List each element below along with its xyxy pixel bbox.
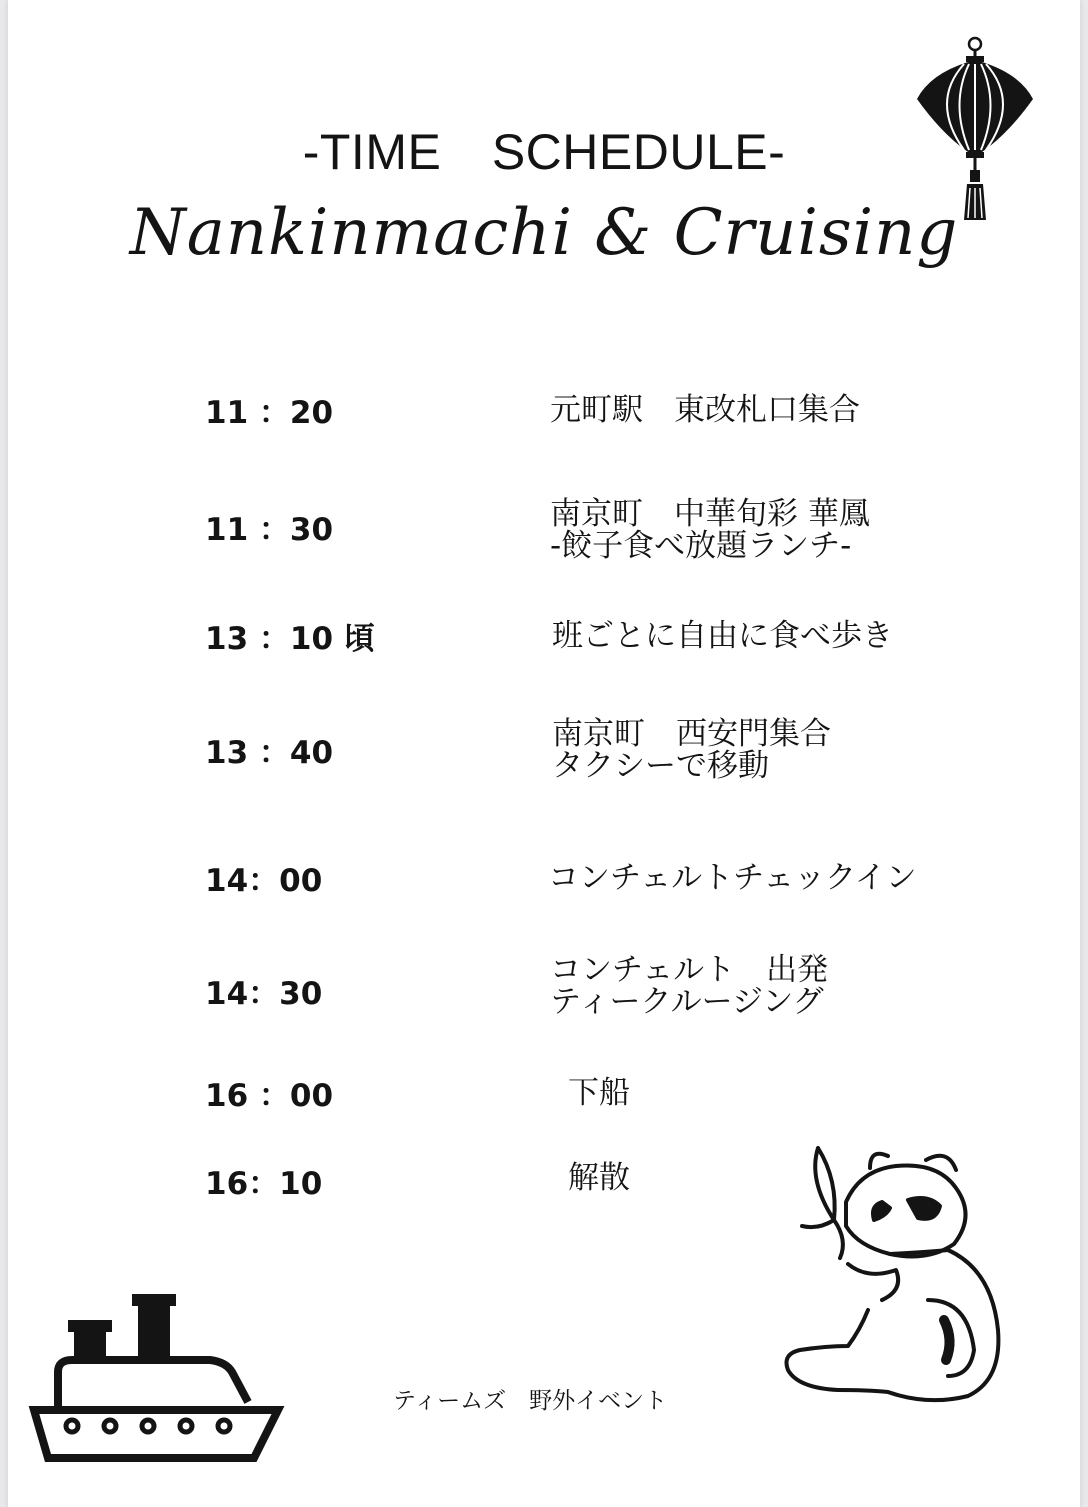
time-3: 13 ：10 頃 bbox=[205, 621, 375, 657]
panda-icon bbox=[778, 1140, 1008, 1410]
time-1: 11 ：20 bbox=[205, 395, 334, 431]
footer-text: ティームズ 野外イベント bbox=[393, 1388, 668, 1414]
activity-3-line-1: 班ごとに自由に食べ歩き bbox=[552, 618, 893, 654]
time-8: 16：10 bbox=[205, 1166, 323, 1202]
ship-icon bbox=[28, 1290, 286, 1470]
activity-7-line-1: 下船 bbox=[568, 1075, 630, 1111]
activity-6-line-2: ティークルージング bbox=[550, 984, 824, 1020]
activity-4-line-2: タクシーで移動 bbox=[552, 748, 769, 784]
time-5: 14：00 bbox=[205, 863, 323, 899]
activity-1-line-1: 元町駅 東改札口集合 bbox=[550, 392, 860, 428]
time-6: 14：30 bbox=[205, 976, 323, 1012]
activity-2-line-1: 南京町 中華旬彩 華鳳 bbox=[550, 496, 870, 532]
activity-5-line-1: コンチェルトチェックイン bbox=[548, 860, 917, 896]
time-7: 16 ：00 bbox=[205, 1078, 334, 1114]
activity-8-line-1: 解散 bbox=[568, 1160, 630, 1196]
activity-4-line-1: 南京町 西安門集合 bbox=[552, 716, 831, 752]
time-2: 11 ：30 bbox=[205, 512, 334, 548]
schedule-title: -TIME SCHEDULE- bbox=[302, 124, 786, 180]
schedule-subtitle: Nankinmachi & Cruising bbox=[129, 196, 959, 270]
time-4: 13 ：40 bbox=[205, 735, 334, 771]
activity-6-line-1: コンチェルト 出発 bbox=[550, 952, 829, 988]
activity-2-line-2: -餃子食べ放題ランチ- bbox=[550, 528, 852, 564]
